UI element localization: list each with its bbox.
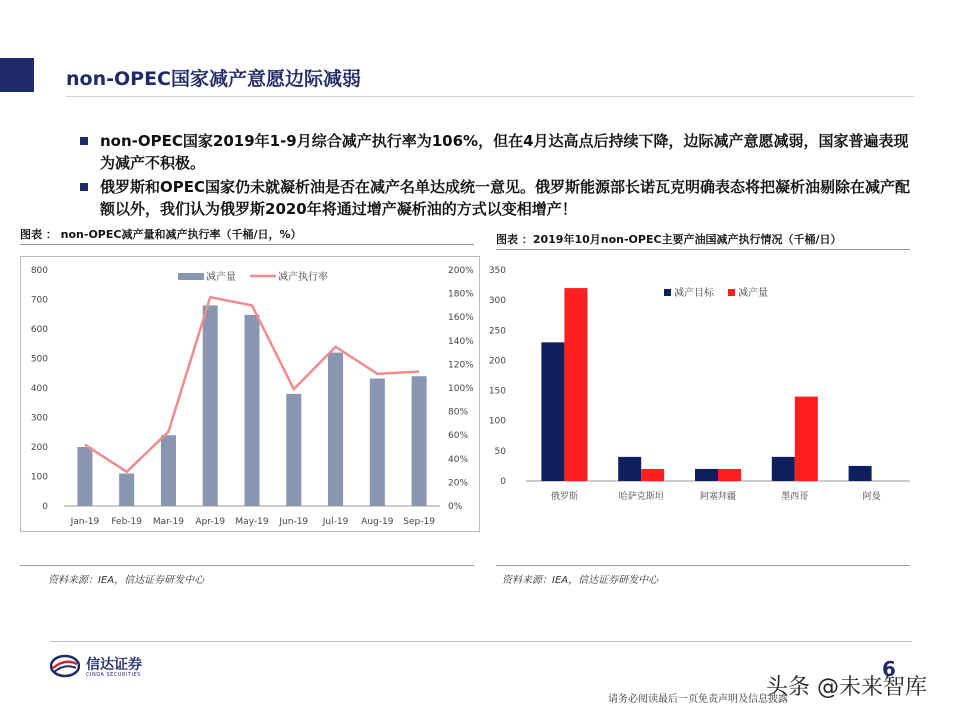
y-tick-label: 300 (488, 296, 506, 307)
left-chart (20, 256, 480, 532)
bar-Jun-19 (286, 394, 301, 506)
cinda-logo-icon (50, 654, 80, 678)
bullet-text: 俄罗斯和OPEC国家仍未就凝析油是否在减产名单达成统一意见。俄罗斯能源部长诺瓦克明确表态将把凝析油剔除在减产配额以外，我们认为俄罗斯2020年将通过增产凝析油的方式以变相增产！ (100, 178, 911, 218)
bar-减产目标 (541, 342, 564, 481)
x-tick-label: Mar-19 (152, 517, 184, 527)
legend-swatch-bars (178, 273, 204, 280)
y-left-tick-label: 500 (30, 354, 48, 365)
right-source-text: 资料来源：IEA，信达证券研发中心 (502, 575, 659, 586)
y-left-tick-label: 100 (30, 472, 48, 483)
logo-english-name: CINDA SECURITIES (86, 672, 141, 678)
y-right-tick-label: 100% (448, 384, 474, 394)
bar-减产量 (564, 288, 587, 481)
left-source-rule (20, 565, 474, 566)
x-tick-label: Jan-19 (70, 517, 100, 527)
bullet-text: non-OPEC国家2019年1-9月综合减产执行率为106%，但在4月达高点后持续下降，边际减产意愿减弱，国家普遍表现为减产不积极。 (100, 132, 909, 172)
y-right-tick-label: 160% (448, 313, 474, 324)
x-tick-label: 哈萨克斯坦 (618, 492, 664, 502)
title-accent-block (0, 58, 34, 92)
bar-Mar-19 (161, 435, 176, 506)
disclaimer-text: 请务必阅读最后一页免责声明及信息披露 (608, 694, 788, 705)
bar-Jul-19 (328, 353, 343, 506)
logo-chinese-name: 信达证券 (86, 657, 142, 673)
square-bullet-icon (80, 137, 88, 145)
bar-减产量 (795, 397, 818, 481)
x-tick-label: Apr-19 (195, 517, 226, 527)
legend-label: 减产目标 (674, 288, 714, 299)
bar-Sep-19 (412, 376, 427, 506)
y-right-tick-label: 60% (448, 431, 469, 442)
page-title: non-OPEC国家减产意愿边际减弱 (66, 68, 361, 90)
y-right-tick-label: 0% (448, 502, 463, 512)
bar-减产目标 (772, 457, 795, 481)
y-left-tick-label: 600 (30, 325, 48, 335)
x-tick-label: 阿塞拜疆 (699, 492, 737, 502)
x-tick-label: Feb-19 (111, 517, 142, 527)
bar-减产目标 (618, 457, 641, 481)
y-right-tick-label: 180% (448, 289, 474, 300)
y-right-tick-label: 120% (448, 360, 474, 371)
watermark: 头条 @未来智库 (766, 675, 927, 700)
right-figure-caption: 图表 ：2019年10月non-OPEC主要产油国减产执行情况（千桶/日） (496, 233, 842, 246)
y-left-tick-label: 700 (30, 295, 48, 306)
y-left-tick-label: 400 (30, 384, 48, 394)
bar-May-19 (244, 315, 259, 506)
legend-label: 减产执行率 (278, 272, 328, 283)
bar-减产量 (718, 469, 741, 481)
y-tick-label: 100 (488, 416, 506, 427)
square-bullet-icon (80, 183, 88, 191)
bar-减产量 (641, 469, 664, 481)
x-tick-label: Sep-19 (403, 517, 435, 527)
left-figure-caption: 图表 ： non-OPEC减产量和减产执行率（千桶/日，%） (20, 228, 302, 241)
page-number: 6 (882, 657, 896, 681)
right-caption-rule (496, 249, 910, 250)
left-caption-rule (20, 244, 474, 245)
title-divider (66, 96, 914, 97)
legend-label: 减产量 (738, 288, 768, 299)
y-right-tick-label: 20% (448, 478, 469, 489)
y-right-tick-label: 200% (448, 266, 474, 276)
y-right-tick-label: 80% (448, 407, 469, 418)
y-tick-label: 200 (488, 356, 506, 367)
bar-Feb-19 (119, 474, 134, 506)
bar-Apr-19 (203, 305, 218, 506)
left-source-text: 资料来源：IEA，信达证券研发中心 (48, 575, 205, 586)
y-left-tick-label: 200 (30, 443, 48, 453)
x-tick-label: 阿曼 (862, 492, 881, 502)
legend-swatch (664, 289, 671, 296)
x-tick-label: 墨西哥 (781, 492, 809, 502)
y-left-tick-label: 800 (30, 266, 48, 276)
bullet-item (80, 176, 910, 220)
bullet-list (80, 130, 910, 222)
legend-label: 减产量 (206, 272, 236, 283)
footer-divider (50, 641, 912, 642)
x-tick-label: May-19 (235, 517, 269, 527)
y-right-tick-label: 140% (448, 336, 474, 347)
bar-Jan-19 (77, 447, 92, 506)
legend-swatch (728, 289, 735, 296)
y-left-tick-label: 300 (30, 413, 48, 424)
y-tick-label: 250 (488, 326, 506, 337)
y-tick-label: 50 (494, 446, 506, 457)
company-logo (50, 652, 150, 682)
y-tick-label: 150 (488, 386, 506, 397)
y-tick-label: 0 (500, 477, 506, 487)
right-source-rule (496, 565, 910, 566)
x-tick-label: Aug-19 (361, 517, 394, 527)
bar-Aug-19 (370, 379, 385, 506)
y-left-tick-label: 0 (42, 502, 48, 512)
x-tick-label: 俄罗斯 (550, 492, 578, 502)
bar-减产目标 (695, 469, 718, 481)
y-tick-label: 350 (488, 266, 506, 276)
y-right-tick-label: 40% (448, 454, 469, 465)
bullet-item (80, 130, 910, 174)
x-tick-label: Jun-19 (279, 517, 309, 527)
bar-减产目标 (849, 466, 872, 481)
right-chart (486, 256, 916, 506)
x-tick-label: Jul-19 (322, 517, 349, 527)
